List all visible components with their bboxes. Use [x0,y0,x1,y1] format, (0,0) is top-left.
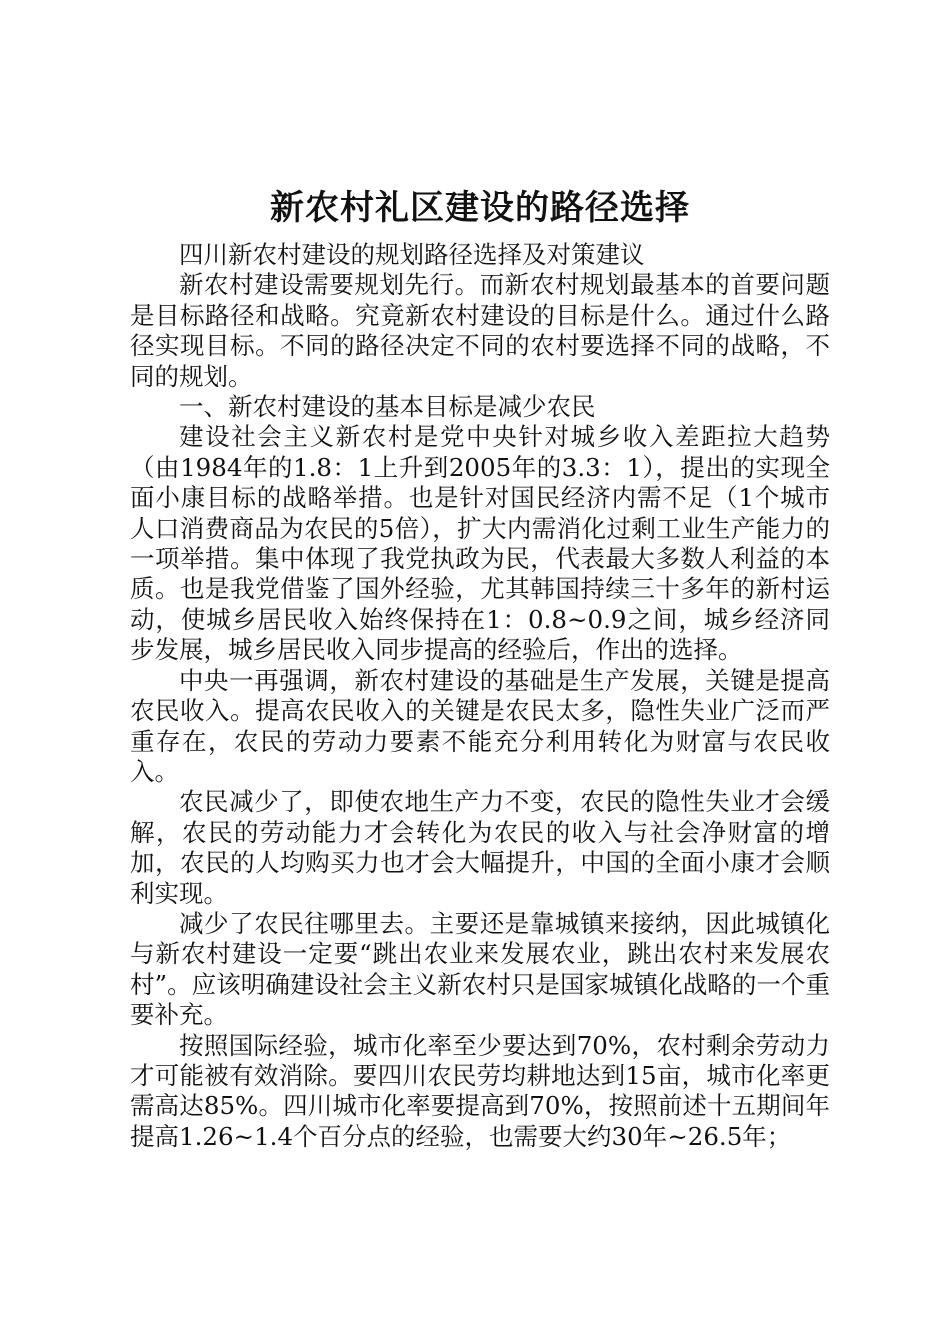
subtitle-paragraph: 四川新农村建设的规划路径选择及对策建议 [179,240,645,269]
body-paragraph: 按照国际经验，城市化率至少要达到70%，农村剩余劳动力才可能被有效消除。要四川农民劳均耕地达到15亩，城市化率更需高达85%。四川城市化率要提高到70%，按照前述十五期间年提高1.26~1.4个百分点的经验，也需要大约30年~26.5年； [130,1030,830,1151]
document-page [130,182,830,1152]
body-paragraph: 中央一再强调，新农村建设的基础是生产发展，关键是提高农民收入。提高农民收入的关键是农民太多，隐性失业广泛而严重存在，农民的劳动力要素不能充分利用转化为财富与农民收入。 [130,665,830,786]
section-heading: 一、新农村建设的基本目标是减少农民 [179,392,596,422]
body-paragraph: 新农村建设需要规划先行。而新农村规划最基本的首要问题是目标路径和战略。究竟新农村建设的目标是什么。通过什么路径实现目标。不同的路径决定不同的农村要选择不同的战略，不同的规划。 [130,270,830,391]
document-title: 新农村礼区建设的路径选择 [270,188,690,228]
body-paragraph: 农民减少了，即使农地生产力不变，农民的隐性失业才会缓解，农民的劳动能力才会转化为农民的收入与社会净财富的增加，农民的人均购买力也才会大幅提升，中国的全面小康才会顺利实现。 [130,787,830,908]
body-paragraph: 建设社会主义新农村是党中央针对城乡收入差距拉大趋势（由1984年的1.8：1上升到2005年的3.3：1），提出的实现全面小康目标的战略举措。也是针对国民经济内需不足（1个城市人口消费商品为农民的5倍），扩大内需消化过剩工业生产能力的一项举措。集中体现了我党执政为民，代表最大多数人利益的本质。也是我党借鉴了国外经验，尤其韩国持续三十多年的新村运动，使城乡居民收入始终保持在1：0.8~0.9之间，城乡经济同步发展，城乡居民收入同步提高的经验后，作出的选择。 [130,422,830,665]
body-paragraph: 减少了农民往哪里去。主要还是靠城镇来接纳，因此城镇化与新农村建设一定要“跳出农业来发展农业，跳出农村来发展农村”。应该明确建设社会主义新农村只是国家城镇化战略的一个重要补充。 [130,908,830,1030]
